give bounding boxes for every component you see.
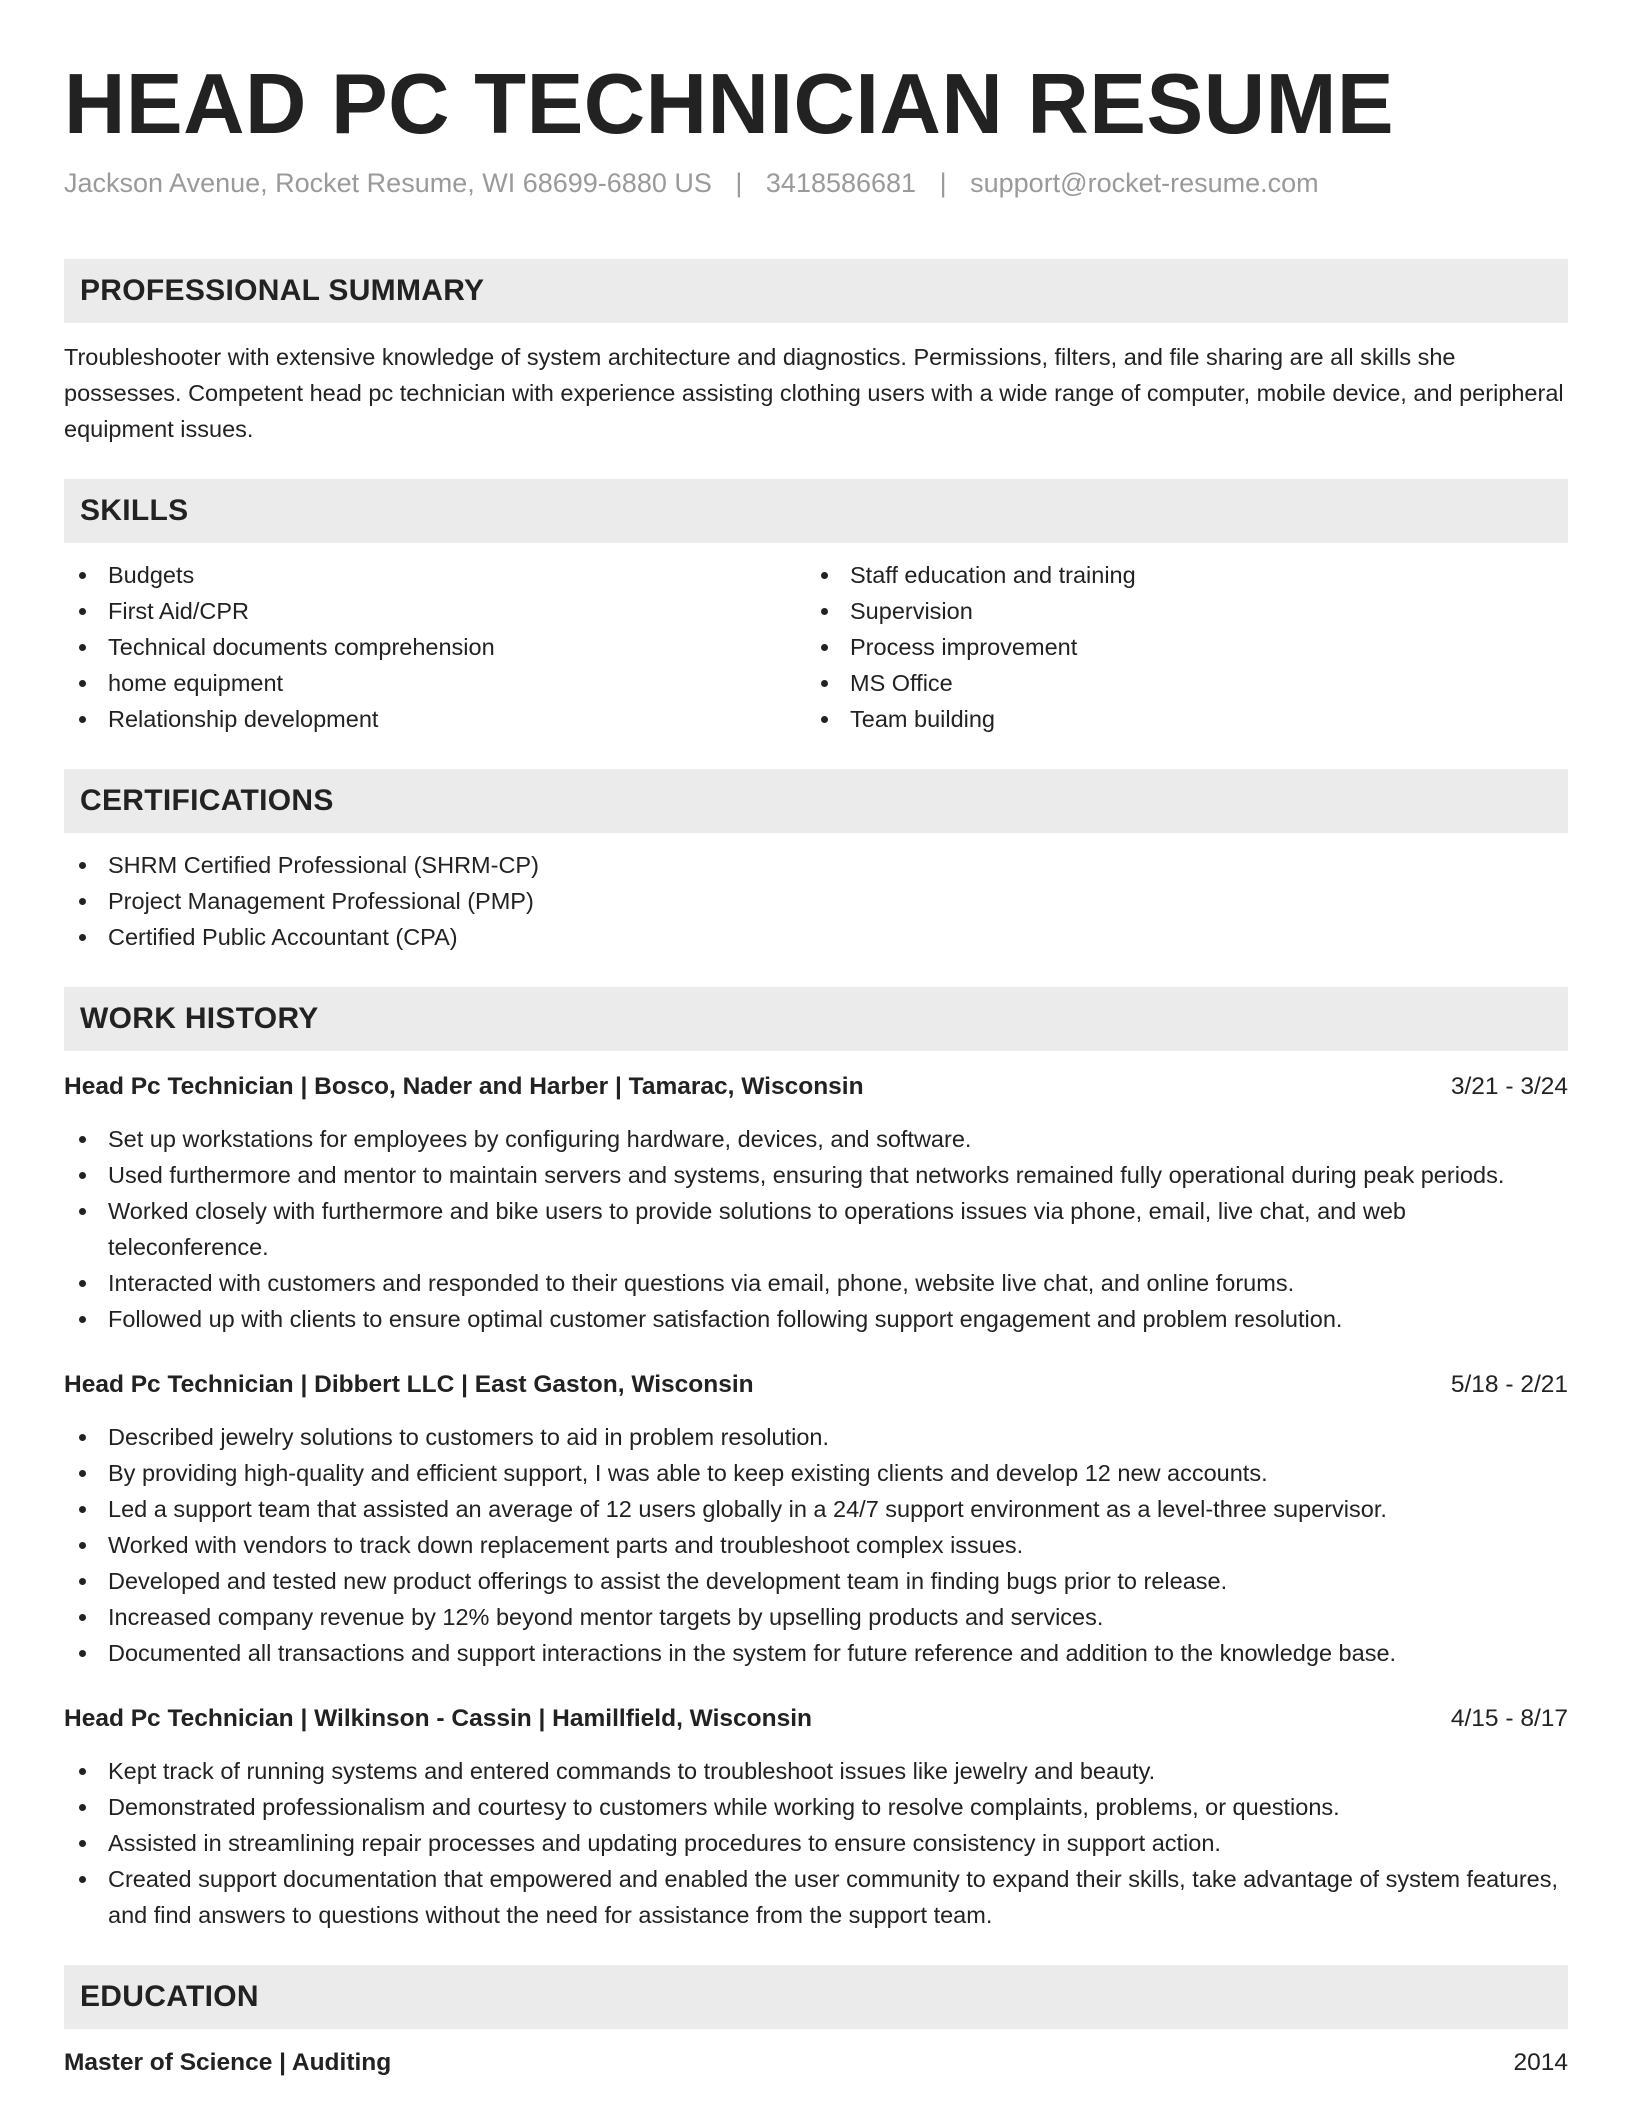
education-year: 2014 (1513, 2049, 1568, 2077)
skill-item: Budgets (64, 557, 806, 593)
job-bullet: Kept track of running systems and entered commands to troubleshoot issues like jewelry and beauty. (64, 1753, 1568, 1789)
section-header-education: EDUCATION (64, 1965, 1568, 2029)
job-bullet: Worked with vendors to track down replacement parts and troubleshoot complex issues. (64, 1527, 1568, 1563)
contact-address: Jackson Avenue, Rocket Resume, WI 68699-6880 US (64, 168, 712, 198)
job-bullet: Led a support team that assisted an average of 12 users globally in a 24/7 support environment as a level-three supervisor. (64, 1491, 1568, 1527)
job-dates: 5/18 - 2/21 (1450, 1371, 1568, 1399)
job-bullets (64, 1121, 1568, 1337)
job-entry (64, 1069, 1568, 1337)
job-header (64, 1069, 1568, 1105)
education-entry (64, 2045, 1568, 2081)
job-bullets (64, 1419, 1568, 1671)
skill-item: First Aid/CPR (64, 593, 806, 629)
skill-item: Team building (806, 701, 1548, 737)
job-bullet: Described jewelry solutions to customers to aid in problem resolution. (64, 1419, 1568, 1455)
certification-item: SHRM Certified Professional (SHRM-CP) (64, 847, 1568, 883)
job-dates: 3/21 - 3/24 (1450, 1073, 1568, 1101)
skills-list-left (64, 557, 806, 737)
skill-item: Relationship development (64, 701, 806, 737)
skill-item: Process improvement (806, 629, 1548, 665)
job-bullet: Documented all transactions and support interactions in the system for future reference and addition to the knowledge base. (64, 1635, 1568, 1671)
skill-item: Technical documents comprehension (64, 629, 806, 665)
job-header (64, 1701, 1568, 1737)
resume-title: HEAD PC TECHNICIAN RESUME (64, 57, 1395, 152)
contact-phone[interactable]: 3418586681 (765, 168, 917, 198)
job-title: Head Pc Technician | Dibbert LLC | East Gaston, Wisconsin (64, 1371, 754, 1399)
job-bullet: Assisted in streamlining repair processes and updating procedures to ensure consistency in support action. (64, 1825, 1568, 1861)
job-bullet: Demonstrated professionalism and courtesy to customers while working to resolve complaints, problems, or questions. (64, 1789, 1568, 1825)
certification-item: Certified Public Accountant (CPA) (64, 919, 1568, 955)
job-bullet: Worked closely with furthermore and bike users to provide solutions to operations issues via phone, email, live chat, and web teleconference. (64, 1193, 1568, 1265)
section-header-work-history: WORK HISTORY (64, 987, 1568, 1051)
contact-separator: | (939, 168, 947, 198)
job-title: Head Pc Technician | Bosco, Nader and Harber | Tamarac, Wisconsin (64, 1073, 864, 1101)
section-header-summary: PROFESSIONAL SUMMARY (64, 259, 1568, 323)
section-header-skills: SKILLS (64, 479, 1568, 543)
skill-item: Staff education and training (806, 557, 1548, 593)
job-bullet: Used furthermore and mentor to maintain servers and systems, ensuring that networks remained fully operational during peak periods. (64, 1157, 1568, 1193)
skill-item: Supervision (806, 593, 1548, 629)
contact-line (64, 166, 1568, 201)
job-bullet: Increased company revenue by 12% beyond mentor targets by upselling products and services. (64, 1599, 1568, 1635)
job-entry (64, 1701, 1568, 1933)
job-bullet: Followed up with clients to ensure optimal customer satisfaction following support engagement and problem resolution. (64, 1301, 1568, 1337)
job-bullet: Created support documentation that empowered and enabled the user community to expand their skills, take advantage of system features, and find answers to questions without the need for assistance from the support team. (64, 1861, 1568, 1933)
education-degree: Master of Science | Auditing (64, 2049, 392, 2077)
section-header-certifications: CERTIFICATIONS (64, 769, 1568, 833)
job-entry (64, 1367, 1568, 1671)
contact-email[interactable]: support@rocket-resume.com (970, 168, 1319, 198)
job-title: Head Pc Technician | Wilkinson - Cassin | Hamillfield, Wisconsin (64, 1705, 812, 1733)
certifications-list (64, 847, 1568, 955)
summary-text: Troubleshooter with extensive knowledge of system architecture and diagnostics. Permissions, filters, and file sharing are all skills she possesses. Competent head pc technician with experience assisting clothing users with a wide range of computer, mobile device, and peripheral equipment issues. (64, 344, 1564, 443)
contact-separator: | (735, 168, 743, 198)
job-dates: 4/15 - 8/17 (1450, 1705, 1568, 1733)
job-header (64, 1367, 1568, 1403)
skills-list-right (806, 557, 1548, 737)
certification-item: Project Management Professional (PMP) (64, 883, 1568, 919)
skill-item: home equipment (64, 665, 806, 701)
job-bullet: By providing high-quality and efficient support, I was able to keep existing clients and develop 12 new accounts. (64, 1455, 1568, 1491)
job-bullet: Set up workstations for employees by configuring hardware, devices, and software. (64, 1121, 1568, 1157)
skills-grid (64, 543, 1568, 737)
job-bullets (64, 1753, 1568, 1933)
skill-item: MS Office (806, 665, 1548, 701)
job-bullet: Developed and tested new product offerings to assist the development team in finding bugs prior to release. (64, 1563, 1568, 1599)
job-bullet: Interacted with customers and responded to their questions via email, phone, website live chat, and online forums. (64, 1265, 1568, 1301)
